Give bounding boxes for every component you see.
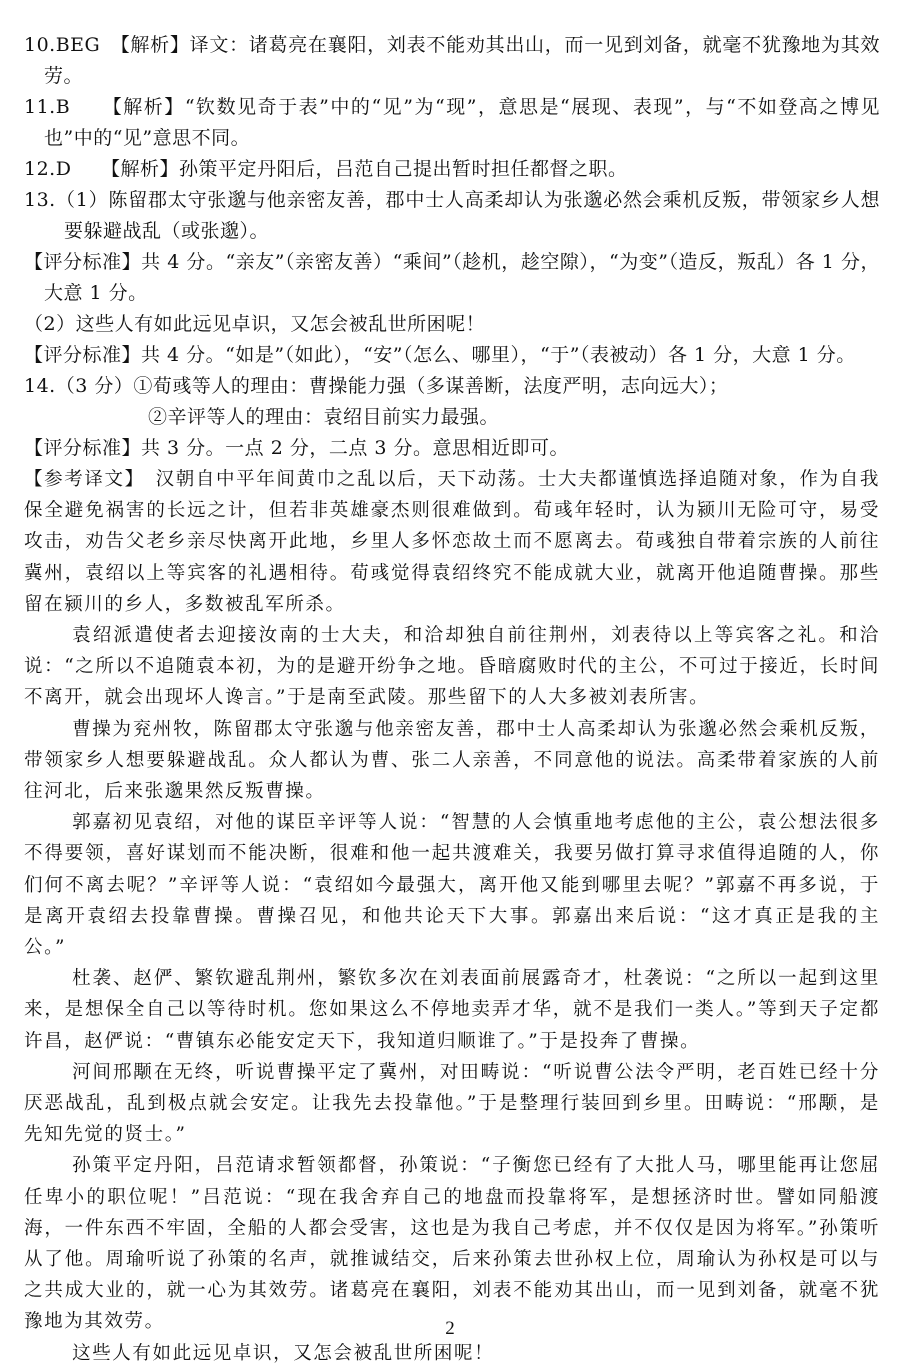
translation-paragraph-4: 郭嘉初见袁绍，对他的谋臣辛评等人说：“智慧的人会慎重地考虑他的主公，袁公想法很多不得要领，喜好谋划而不能决断，很难和他一起共渡难关，我要另做打算寻求值得追随的人，你们何不离去呢？”辛评等人说：“袁绍如今最强大，离开他又能到哪里去呢？”郭嘉不再多说，于是离开袁绍去投靠曹操。曹操召见，和他共论天下大事。郭嘉出来后说：“这才真正是我的主公。” [24, 812, 880, 959]
translation-paragraph-1-text: 汉朝自中平年间黄巾之乱以后，天下动荡。士大夫都谨慎选择追随对象，作为自我保全避免祸害的长远之计，但若非英雄豪杰则很难做到。荀彧年轻时，认为颍川无险可守，易受攻击，劝告父老乡亲尽快离开此地，乡里人多怀恋故土而不愿离去。荀彧独自带着宗族的人前往冀州，袁绍以上等宾客的礼遇相待。荀彧觉得袁绍终究不能成就大业，就离开他追随曹操。那些留在颍川的乡人，多数被乱军所杀。 [24, 469, 880, 615]
page-number: 2 [445, 1318, 455, 1339]
translation-paragraph-6: 河间邢颙在无终，听说曹操平定了冀州，对田畴说：“听说曹公法令严明，老百姓已经十分厌恶战乱，乱到极点就会安定。让我先去投靠他。”于是整理行装回到乡里。田畴说：“邢颙，是先知先觉的贤士。” [24, 1061, 880, 1146]
answer-page [24, 30, 880, 1369]
reference-translation [24, 464, 880, 1369]
translation-label: 【参考译文】 [24, 469, 136, 490]
answer-13-2-scoring: 【评分标准】共 4 分。“如是”（如此），“安”（怎么、哪里），“于”（表被动）各 1 分，大意 1 分。 [24, 344, 856, 366]
answer-10: 10.BEG 【解析】译文：诸葛亮在襄阳，刘表不能劝其出山，而一见到刘备，就毫不犹豫地为其效劳。 [24, 34, 880, 87]
answer-14-point-1: 14.（3 分）①荀彧等人的理由：曹操能力强（多谋善断，法度严明，志向远大）； [24, 375, 729, 397]
translation-paragraph-5: 杜袭、赵俨、繁钦避乱荆州，繁钦多次在刘表面前展露奇才，杜袭说：“之所以一起到这里来，是想保全自己以等待时机。您如果这么不停地卖弄才华，就不是我们一类人。”等到天子定都许昌，赵俨说：“曹镇东必能安定天下，我知道归顺谁了。”于是投奔了曹操。 [24, 968, 880, 1052]
translation-paragraph-8: 这些人有如此远见卓识，又怎会被乱世所困呢！ [72, 1342, 495, 1364]
answer-14-point-2: ②辛评等人的理由：袁绍目前实力最强。 [148, 406, 500, 428]
translation-paragraph-3: 曹操为兖州牧，陈留郡太守张邈与他亲密友善，郡中士人高柔却认为张邈必然会乘机反叛，带领家乡人想要躲避战乱。众人都认为曹、张二人亲善，不同意他的说法。高柔带着家族的人前往河北，后来张邈果然反叛曹操。 [24, 718, 880, 803]
answer-12: 12.D 【解析】孙策平定丹阳后，吕范自己提出暂时担任都督之职。 [24, 158, 628, 180]
answer-13-1-scoring: 【评分标准】共 4 分。“亲友”（亲密友善）“乘间”（趁机，趁空隙），“为变”（造反，叛乱）各 1 分，大意 1 分。 [24, 251, 880, 304]
answer-11: 11.B 【解析】“钦数见奇于表”中的“见”为“现”，意思是“展现、表现”，与“不如登高之博见也”中的“见”意思不同。 [24, 96, 880, 149]
translation-paragraph-1 [24, 464, 880, 620]
answer-13-1: 13.（1）陈留郡太守张邈与他亲密友善，郡中士人高柔却认为张邈必然会乘机反叛，带领家乡人想要躲避战乱（或张邈）。 [24, 189, 880, 242]
translation-paragraph-7: 孙策平定丹阳，吕范请求暂领都督，孙策说：“子衡您已经有了大批人马，哪里能再让您屈任卑小的职位呢！”吕范说：“现在我舍弃自己的地盘而投靠将军，是想拯济时世。譬如同船渡海，一件东西不牢固，全船的人都会受害，这也是为我自己考虑，并不仅仅是因为将军。”孙策听从了他。周瑜听说了孙策的名声，就推诚结交，后来孙策去世孙权上位，周瑜认为孙权是可以与之共成大业的，就一心为其效劳。诸葛亮在襄阳，刘表不能劝其出山，而一见到刘备，就毫不犹豫地为其效劳。 [24, 1155, 880, 1333]
translation-paragraph-2: 袁绍派遣使者去迎接汝南的士大夫，和洽却独自前往荆州，刘表待以上等宾客之礼。和洽说：“之所以不追随袁本初，为的是避开纷争之地。昏暗腐败时代的主公，不可过于接近，长时间不离开，就会出现坏人谗言。”于是南至武陵。那些留下的人大多被刘表所害。 [24, 625, 880, 709]
answer-13-2: （2）这些人有如此远见卓识，又怎会被乱世所困呢！ [24, 313, 486, 335]
answer-14-scoring: 【评分标准】共 3 分。一点 2 分，二点 3 分。意思相近即可。 [24, 437, 570, 459]
